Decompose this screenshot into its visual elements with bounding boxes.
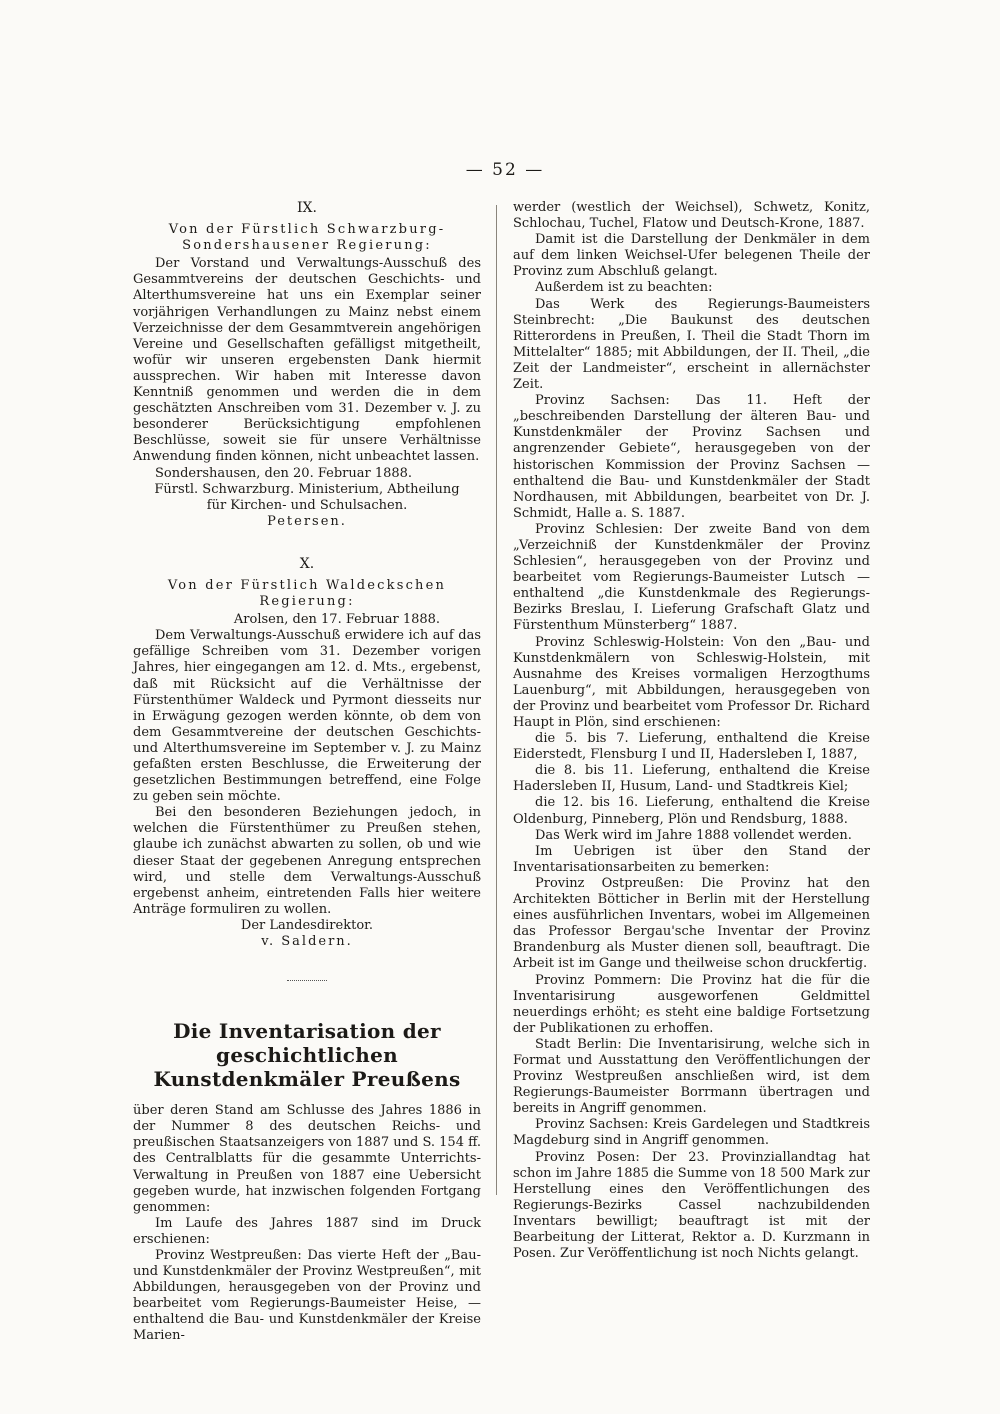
list-item: die 8. bis 11. Lieferung, enthaltend die Kreise Hadersleben II, Husum, Land- und Stadtkreis Kiel;	[513, 763, 870, 795]
ministry-line: Fürstl. Schwarzburg. Ministerium, Abtheilung für Kirchen- und Schulsachen.	[154, 481, 460, 513]
paragraph-sachsen: Provinz Sachsen: Das 11. Heft der „beschreibenden Darstellung der älteren Bau- und Kunstdenkmäler der Provinz Sachsen und angrenzender Gebiete“, herausgegeben von der historischen Kommission der Provinz Sachsen — enthaltend die Bau- und Kunstdenkmäler der Stadt Nordhausen, mit Abbildungen, bearbeitet von Dr. J. Schmidt, Halle a. S. 1887.	[513, 393, 870, 521]
page-number: — 52 —	[465, 160, 545, 180]
article-title: Die Inventarisation der geschichtlichen Kunstdenkmäler Preußens	[153, 1019, 461, 1092]
section-date-x: Arolsen, den 17. Februar 1888.	[233, 612, 441, 628]
column-divider	[496, 205, 497, 1195]
left-column	[133, 200, 481, 1345]
section-number-ix: IX.	[297, 200, 317, 216]
article-westpreussen: Provinz Westpreußen: Das vierte Heft der „Bau- und Kunstdenkmäler der Provinz Westpreußen“, mit Abbildungen, herausgegeben von der Provinz und bearbeitet vom Regierungs-Baumeister Heise, — enthaltend die Bau- und Kunstdenkmäler der Kreise Marien-	[133, 1247, 481, 1344]
paragraph-pommern: Provinz Pommern: Die Provinz hat die für die Inventarisirung ausgeworfenen Geldmittel neuerdings erhöht; es steht eine baldige Fortsetzung der Publikationen zu erhoffen.	[513, 972, 870, 1036]
list-item: die 5. bis 7. Lieferung, enthaltend die Kreise Eiderstedt, Flensburg I und II, Hadersleben I, 1887,	[513, 731, 870, 763]
paragraph-uebrigen: Im Uebrigen ist über den Stand der Inventarisationsarbeiten zu bemerken:	[513, 843, 870, 875]
section-date-ix: Sondershausen, den 20. Februar 1888.	[155, 465, 413, 481]
paragraph-schleswig-holstein: Provinz Schleswig-Holstein: Von den „Bau- und Kunstdenkmälern von Schleswig-Holstein, mit Ausnahme des Kreises vormaligen Herzogthums Lauenburg“, mit Abbildungen, herausgegeben von der Provinz und bearbeitet vom Professor Dr. Richard Haupt in Plön, sind erschienen:	[513, 634, 870, 730]
paragraph-schlesien: Provinz Schlesien: Der zweite Band von dem „Verzeichniß der Kunstdenkmäler der Provinz Schlesien“, herausgegeben von der Provinz und bearbeitet vom Regierungs-Baumeister Lutsch — enthaltend „die Kunstdenkmale des Regierungs-Bezirks Breslau, I. Lieferung Grafschaft Glatz und Fürstenthum Münsterberg“ 1887.	[513, 521, 870, 634]
paragraph-ausserdem: Außerdem ist zu beachten:	[535, 280, 713, 296]
article-print-note: Im Laufe des Jahres 1887 sind im Druck erschienen:	[133, 1215, 481, 1247]
right-column	[513, 200, 870, 1262]
signature-saldern: v. Saldern.	[261, 934, 353, 950]
section-body-x-1: Dem Verwaltungs-Ausschuß erwidere ich auf das gefällige Schreiben vom 31. Dezember vorigen Jahres, hier eingegangen am 12. d. Mts., ergebenst, daß mit Rücksicht auf die Verhältnisse der Fürstenthümer Waldeck und Pyrmont diesseits nur in Erwägung gezogen werden könnte, ob dem von dem Gesammtvereine der deutschen Geschichts- und Alterthumsvereine im September v. J. zu Mainz gefaßten ersten Beschlusse, die Erweiterung der gesetzlichen Bestimmungen betreffend, eine Folge zu geben sein möchte.	[133, 628, 481, 805]
article-intro: über deren Stand am Schlusse des Jahres 1886 in der Nummer 8 des deutschen Reichs- und preußischen Staatsanzeigers von 1887 und S. 154 ff. des Centralblatts für die gesammte Unterrichts-Verwaltung in Preußen von 1887 eine Uebersicht gegeben wurde, hat inzwischen folgenden Fortgang genommen:	[133, 1103, 481, 1215]
paragraph-steinbrecht: Das Werk des Regierungs-Baumeisters Steinbrecht: „Die Baukunst des deutschen Ritterordens in Preußen, I. Theil die Stadt Thorn im Mittelalter“ 1885; mit Abbildungen, der II. Theil, „die Zeit der Landmeister“, erscheint in allernächster Zeit.	[513, 296, 870, 393]
paragraph-weichsel: Damit ist die Darstellung der Denkmäler in dem auf dem linken Weichsel-Ufer belegenen Theile der Provinz zum Abschluß gelangt.	[513, 232, 870, 280]
signature-petersen: Petersen.	[267, 513, 347, 529]
director-line: Der Landesdirektor.	[240, 917, 374, 933]
section-body-ix: Der Vorstand und Verwaltungs-Ausschuß des Gesammtvereins der deutschen Geschichts- und Alterthumsvereine hat uns ein Exemplar seiner vorjährigen Verhandlungen zu Mainz nebst einem Verzeichnisse der dem Gesammtverein angehörigen Vereine und Gesellschaften gefälligst mitgetheilt, wofür wir unseren ergebensten Dank hiermit aussprechen. Wir haben mit Interesse davon Kenntniß genommen und werden die in dem geschätzten Anschreiben vom 31. Dezember v. J. zu besonderer Berücksichtigung empfohlenen Beschlüsse, soweit sie für unsere Verhältnisse Anwendung finden können, nicht unbeachtet lassen.	[133, 256, 481, 465]
section-separator	[287, 980, 327, 981]
section-heading-x: Von der Fürstlich Waldeckschen Regierung:	[167, 577, 447, 610]
list-item: die 12. bis 16. Lieferung, enthaltend die Kreise Oldenburg, Pinneberg, Plön und Rendsburg, 1888.	[513, 795, 870, 827]
paragraph-werk: Das Werk wird im Jahre 1888 vollendet werden.	[535, 827, 852, 843]
continuation-paragraph: werder (westlich der Weichsel), Schwetz, Konitz, Schlochau, Tuchel, Flatow und Deutsch-Krone, 1887.	[513, 200, 870, 232]
section-number-x: X.	[299, 555, 315, 572]
paragraph-posen: Provinz Posen: Der 23. Provinziallandtag hat schon im Jahre 1885 die Summe von 18 500 Mark zur Herstellung eines den Veröffentlichungen des Regierungs-Bezirks Cassel nachzubildenden Inventars bewilligt; beauftragt ist mit der Bearbeitung der Litterat, Rektor a. D. Kurzmann in Posen. Zur Veröffentlichung ist noch Nichts gelangt.	[513, 1149, 870, 1262]
paragraph-berlin: Stadt Berlin: Die Inventarisirung, welche sich in Format und Ausstattung den Veröffentlichungen der Provinz Westpreußen anschließen wird, ist dem Regierungs-Baumeister Borrmann übertragen und bereits in Angriff genommen.	[513, 1036, 870, 1117]
section-heading-ix: Von der Fürstlich Schwarzburg-Sondershausener Regierung:	[168, 222, 446, 254]
paragraph-sachsen-2: Provinz Sachsen: Kreis Gardelegen und Stadtkreis Magdeburg sind in Angriff genommen.	[513, 1117, 870, 1149]
paragraph-ostpreussen: Provinz Ostpreußen: Die Provinz hat den Architekten Bötticher in Berlin mit der Herstellung eines ausführlichen Inventars, wobei im Allgemeinen das Professor Bergau'sche Inventar der Provinz Brandenburg als Muster dienen soll, beauftragt. Die Arbeit ist im Gange und theilweise schon druckfertig.	[513, 875, 870, 972]
section-body-x-2: Bei den besonderen Beziehungen jedoch, in welchen die Fürstenthümer zu Preußen stehen, glaube ich zunächst abwarten zu sollen, ob und wie dieser Staat der gegebenen Anregung entsprechen wird, und stelle dem Verwaltungs-Ausschuß ergebenst anheim, eintretenden Falls hier weitere Anträge formuliren zu wollen.	[133, 805, 481, 917]
